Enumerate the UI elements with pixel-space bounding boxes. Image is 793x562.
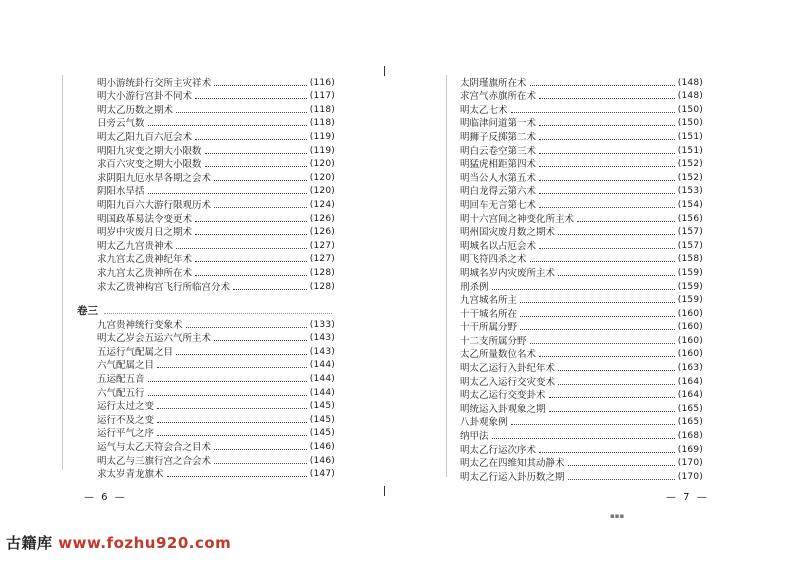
dot-leader <box>148 193 307 194</box>
dot-leader <box>539 180 675 181</box>
toc-entry <box>460 442 703 456</box>
toc-entry-page: (151) <box>677 145 703 156</box>
toc-entry-page: (151) <box>677 131 703 142</box>
toc-entry-title: 明太乙运行交变卦术 <box>460 390 546 402</box>
toc-entry-title: 九宫贵神统行变象术 <box>97 319 183 331</box>
dot-leader <box>549 411 675 412</box>
toc-entry-title: 明小游统卦行交所主灾祥术 <box>97 77 212 89</box>
toc-entry <box>97 225 335 239</box>
dot-leader <box>233 289 307 290</box>
toc-entry-title: 十二支所属分野 <box>460 335 527 347</box>
dot-leader <box>530 261 675 262</box>
toc-entry-title: 明太乙岁会五运六气所主术 <box>97 333 212 345</box>
dot-leader <box>148 125 307 126</box>
dot-leader <box>530 343 675 344</box>
dot-leader <box>530 85 675 86</box>
toc-entry <box>460 116 703 130</box>
toc-entry <box>97 238 335 252</box>
toc-entry <box>460 211 703 225</box>
toc-entry <box>97 170 335 184</box>
toc-entry-page: (120) <box>309 186 335 197</box>
toc-list-left-top <box>97 75 335 293</box>
toc-entry-page: (145) <box>309 414 335 425</box>
left-page <box>0 0 390 528</box>
dot-leader <box>568 479 675 480</box>
dot-leader <box>195 234 307 235</box>
toc-entry-page: (143) <box>309 346 335 357</box>
toc-entry-page: (159) <box>677 267 703 278</box>
toc-entry-title: 五运配五音 <box>97 373 145 385</box>
toc-entry-title: 明太乙与三旗行宫之合会术 <box>97 455 212 467</box>
toc-entry-title: 求太乙贵神构宫飞行所临宫分术 <box>97 281 231 293</box>
toc-entry-page: (156) <box>677 213 703 224</box>
toc-entry-title: 明阳九灾变之期大小限数 <box>97 145 202 157</box>
toc-entry <box>460 469 703 483</box>
toc-entry-page: (128) <box>309 281 335 292</box>
toc-entry-title: 明太乙七术 <box>460 104 508 116</box>
toc-entry <box>460 265 703 279</box>
dot-leader <box>167 476 307 477</box>
dot-leader <box>176 112 307 113</box>
toc-entry-title: 明回车无言第七术 <box>460 199 537 211</box>
toc-entry-title: 明太乙历数之期术 <box>97 104 174 116</box>
dot-leader <box>511 112 675 113</box>
toc-entry-title: 明猛虎相距第四术 <box>460 159 537 171</box>
toc-entry-page: (160) <box>677 308 703 319</box>
toc-entry <box>460 360 703 374</box>
toc-entry-title: 运行平气之序 <box>97 428 155 440</box>
dot-leader <box>520 329 675 330</box>
dot-leader <box>195 275 307 276</box>
toc-entry-page: (154) <box>677 199 703 210</box>
toc-entry-title: 明城名岁内灾废所主术 <box>460 267 556 279</box>
toc-entry-page: (124) <box>309 199 335 210</box>
dot-leader <box>539 207 675 208</box>
toc-entry-title: 求宫气赤旗所在术 <box>460 91 537 103</box>
dot-leader <box>148 381 307 382</box>
toc-entry-page: (118) <box>309 118 335 129</box>
toc-entry-title: 明当公人水第五术 <box>460 172 537 184</box>
watermark-site-name: 古籍库 <box>6 534 53 552</box>
toc-entry <box>460 89 703 103</box>
dot-leader <box>558 384 675 385</box>
toc-entry <box>460 347 703 361</box>
toc-entry-page: (160) <box>677 322 703 333</box>
toc-entry-title: 阴阳水旱括 <box>97 186 145 198</box>
toc-entry-page: (127) <box>309 240 335 251</box>
toc-entry-title: 明白龙得云第六术 <box>460 186 537 198</box>
dot-leader <box>176 354 307 355</box>
toc-entry-page: (158) <box>677 254 703 265</box>
toc-entry-page: (153) <box>677 186 703 197</box>
toc-entry-page: (164) <box>677 390 703 401</box>
toc-entry <box>97 453 335 467</box>
toc-entry-page: (169) <box>677 444 703 455</box>
toc-entry <box>97 467 335 481</box>
toc-entry-title: 五运行气配属之目 <box>97 346 174 358</box>
toc-entry <box>97 75 335 89</box>
toc-entry-page: (170) <box>677 471 703 482</box>
toc-entry <box>97 426 335 440</box>
dot-leader <box>549 397 675 398</box>
toc-entry <box>460 143 703 157</box>
toc-list-right <box>460 75 703 483</box>
toc-entry-page: (170) <box>677 458 703 469</box>
dot-leader <box>186 327 307 328</box>
dot-leader <box>195 221 307 222</box>
toc-entry-title: 明临津问道第一术 <box>460 118 537 130</box>
toc-entry <box>460 293 703 307</box>
dot-leader <box>558 370 675 371</box>
toc-entry-page: (119) <box>309 131 335 142</box>
dot-leader <box>214 207 307 208</box>
toc-entry <box>460 374 703 388</box>
toc-entry <box>460 238 703 252</box>
toc-entry-title: 明城名以占厄会术 <box>460 240 537 252</box>
toc-entry-page: (159) <box>677 295 703 306</box>
toc-entry-title: 明太乙九宫贵神术 <box>97 240 174 252</box>
toc-entry-page: (147) <box>309 469 335 480</box>
toc-entry-title: 明白云卷空第三术 <box>460 145 537 157</box>
toc-entry-page: (160) <box>677 335 703 346</box>
toc-entry-page: (148) <box>677 77 703 88</box>
toc-entry <box>460 428 703 442</box>
section-divider <box>104 313 332 314</box>
toc-entry <box>460 320 703 334</box>
dot-leader <box>157 367 307 368</box>
toc-entry-title: 明大小游行宫卦不同术 <box>97 91 193 103</box>
scan-mark-top <box>384 66 385 76</box>
toc-entry <box>460 225 703 239</box>
toc-entry <box>97 129 335 143</box>
section-heading: 卷三 <box>77 305 98 317</box>
toc-entry-title: 求九宫太乙贵神纪年术 <box>97 254 193 266</box>
toc-entry <box>460 456 703 470</box>
toc-entry-title: 纳甲法 <box>460 431 489 443</box>
toc-entry <box>97 439 335 453</box>
left-margin-line <box>62 75 63 470</box>
dot-leader <box>195 98 307 99</box>
toc-entry-page: (164) <box>677 376 703 387</box>
toc-entry-title: 求百六灾变之期大小限数 <box>97 159 202 171</box>
toc-entry <box>460 252 703 266</box>
toc-entry-page: (120) <box>309 172 335 183</box>
toc-entry <box>460 75 703 89</box>
dot-leader <box>205 153 307 154</box>
toc-entry-page: (150) <box>677 118 703 129</box>
dot-leader <box>539 153 675 154</box>
toc-entry <box>97 197 335 211</box>
page-number-right: — 7 — <box>666 492 709 503</box>
toc-entry-title: 明太乙行运入卦历数之期 <box>460 471 565 483</box>
toc-entry <box>97 265 335 279</box>
dot-leader <box>195 139 307 140</box>
toc-entry-title: 运行不及之变 <box>97 414 155 426</box>
toc-entry <box>460 279 703 293</box>
toc-entry-page: (144) <box>309 387 335 398</box>
toc-entry-title: 明太乙运行入卦纪年术 <box>460 363 556 375</box>
toc-entry <box>460 333 703 347</box>
dot-leader <box>214 180 307 181</box>
toc-entry-page: (152) <box>677 172 703 183</box>
dot-leader <box>511 424 675 425</box>
dot-leader <box>205 166 307 167</box>
toc-entry <box>460 306 703 320</box>
dot-leader <box>157 408 307 409</box>
toc-entry-title: 求太岁青龙旗术 <box>97 469 164 481</box>
dot-leader <box>176 248 307 249</box>
toc-entry <box>460 415 703 429</box>
toc-entry-title: 明太乙入运行交灾变术 <box>460 376 556 388</box>
toc-entry-title: 明太乙行运次序术 <box>460 444 537 456</box>
toc-entry-page: (119) <box>309 145 335 156</box>
dot-leader <box>195 261 307 262</box>
dot-leader <box>214 85 307 86</box>
watermark-url[interactable]: www.fozhu920.com <box>58 534 232 552</box>
toc-entry-title: 九宫城名所主 <box>460 295 518 307</box>
toc-entry-page: (163) <box>677 363 703 374</box>
dot-leader <box>214 340 307 341</box>
dot-leader <box>520 302 675 303</box>
dot-leader <box>568 465 675 466</box>
dot-leader <box>539 125 675 126</box>
dot-leader <box>214 449 307 450</box>
toc-entry-title: 明飞符四杀之术 <box>460 254 527 266</box>
toc-entry <box>97 412 335 426</box>
dot-leader <box>558 275 675 276</box>
toc-entry-page: (157) <box>677 240 703 251</box>
toc-entry-title: 日旁云气数 <box>97 118 145 130</box>
toc-entry <box>97 358 335 372</box>
dot-leader <box>214 463 307 464</box>
toc-list-left-bottom <box>97 317 335 480</box>
toc-entry <box>460 388 703 402</box>
toc-entry-title: 求九宫太乙贵神所在术 <box>97 267 193 279</box>
toc-entry <box>97 385 335 399</box>
toc-entry-page: (146) <box>309 441 335 452</box>
toc-entry-page: (148) <box>677 91 703 102</box>
dot-leader <box>539 98 675 99</box>
toc-entry <box>97 371 335 385</box>
toc-entry-title: 明狮子反掷第二术 <box>460 131 537 143</box>
toc-entry <box>97 102 335 116</box>
right-page <box>398 0 788 528</box>
toc-entry-title: 明州国灾废月数之期术 <box>460 227 556 239</box>
toc-entry-page: (143) <box>309 333 335 344</box>
toc-entry-page: (126) <box>309 213 335 224</box>
toc-entry-page: (144) <box>309 360 335 371</box>
toc-entry-title: 明太乙阳九百六厄会术 <box>97 131 193 143</box>
toc-entry <box>97 211 335 225</box>
toc-entry <box>97 331 335 345</box>
toc-entry-page: (117) <box>309 91 335 102</box>
toc-entry-title: 六气配属之目 <box>97 360 155 372</box>
toc-entry <box>97 157 335 171</box>
toc-entry <box>460 157 703 171</box>
toc-entry-title: 太乙所量数位名术 <box>460 349 537 361</box>
toc-entry-title: 明阳九百六大游行限观历术 <box>97 199 212 211</box>
toc-entry-page: (165) <box>677 403 703 414</box>
dot-leader <box>539 193 675 194</box>
dot-leader <box>492 438 675 439</box>
dot-leader <box>539 139 675 140</box>
toc-entry-page: (118) <box>309 104 335 115</box>
toc-entry-title: 明十六宫间之神变化所主术 <box>460 213 575 225</box>
right-margin-line <box>446 75 447 477</box>
toc-entry-page: (165) <box>677 417 703 428</box>
toc-entry-title: 明国政革易法令变更术 <box>97 213 193 225</box>
dot-leader <box>558 234 675 235</box>
toc-entry-title: 六气配五行 <box>97 387 145 399</box>
dot-leader <box>148 395 307 396</box>
toc-entry <box>97 399 335 413</box>
toc-entry <box>97 184 335 198</box>
toc-entry-page: (144) <box>309 373 335 384</box>
toc-entry-title: 八卦观象例 <box>460 417 508 429</box>
dot-leader <box>492 289 675 290</box>
scan-footer-mark: ▪▪▪ <box>610 512 625 520</box>
toc-entry-page: (145) <box>309 401 335 412</box>
dot-leader <box>520 316 675 317</box>
toc-entry <box>97 317 335 331</box>
toc-entry <box>97 89 335 103</box>
toc-entry-page: (146) <box>309 455 335 466</box>
dot-leader <box>539 452 675 453</box>
toc-entry <box>97 279 335 293</box>
dot-leader <box>539 248 675 249</box>
toc-entry <box>97 143 335 157</box>
toc-entry-title: 运气与太乙天符会合之目术 <box>97 441 212 453</box>
toc-entry-page: (127) <box>309 254 335 265</box>
dot-leader <box>157 422 307 423</box>
toc-entry-title: 十干所属分野 <box>460 322 518 334</box>
dot-leader <box>157 435 307 436</box>
toc-entry-page: (116) <box>309 77 335 88</box>
toc-entry-page: (150) <box>677 104 703 115</box>
toc-entry <box>460 401 703 415</box>
toc-entry-title: 太阴瑾旗所在术 <box>460 77 527 89</box>
toc-entry-title: 求阴阳九厄水旱各期之会术 <box>97 172 212 184</box>
page-number-left: — 6 — <box>84 492 127 503</box>
toc-entry <box>460 184 703 198</box>
toc-entry <box>460 129 703 143</box>
toc-entry-title: 运行太过之变 <box>97 401 155 413</box>
toc-entry-page: (145) <box>309 428 335 439</box>
toc-entry-page: (168) <box>677 431 703 442</box>
dot-leader <box>577 221 675 222</box>
toc-entry-page: (157) <box>677 227 703 238</box>
toc-entry-page: (120) <box>309 159 335 170</box>
scan-mark-bottom <box>384 486 385 496</box>
toc-entry <box>97 344 335 358</box>
toc-entry-page: (159) <box>677 281 703 292</box>
toc-entry-title: 明岁中灾废月日之期术 <box>97 227 193 239</box>
toc-entry-title: 刑杀例 <box>460 281 489 293</box>
toc-entry-title: 明统运入卦观象之期 <box>460 403 546 415</box>
toc-entry <box>460 197 703 211</box>
toc-entry-title: 十干城名所在 <box>460 308 518 320</box>
dot-leader <box>539 166 675 167</box>
toc-entry-page: (128) <box>309 267 335 278</box>
dot-leader <box>539 356 675 357</box>
toc-entry <box>460 102 703 116</box>
toc-entry-page: (152) <box>677 159 703 170</box>
toc-entry <box>97 116 335 130</box>
toc-entry-page: (133) <box>309 319 335 330</box>
toc-entry-title: 明太乙在四维知其动静术 <box>460 458 565 470</box>
toc-entry-page: (160) <box>677 349 703 360</box>
watermark-text <box>6 532 231 553</box>
toc-entry <box>460 170 703 184</box>
toc-entry-page: (126) <box>309 227 335 238</box>
toc-entry <box>97 252 335 266</box>
